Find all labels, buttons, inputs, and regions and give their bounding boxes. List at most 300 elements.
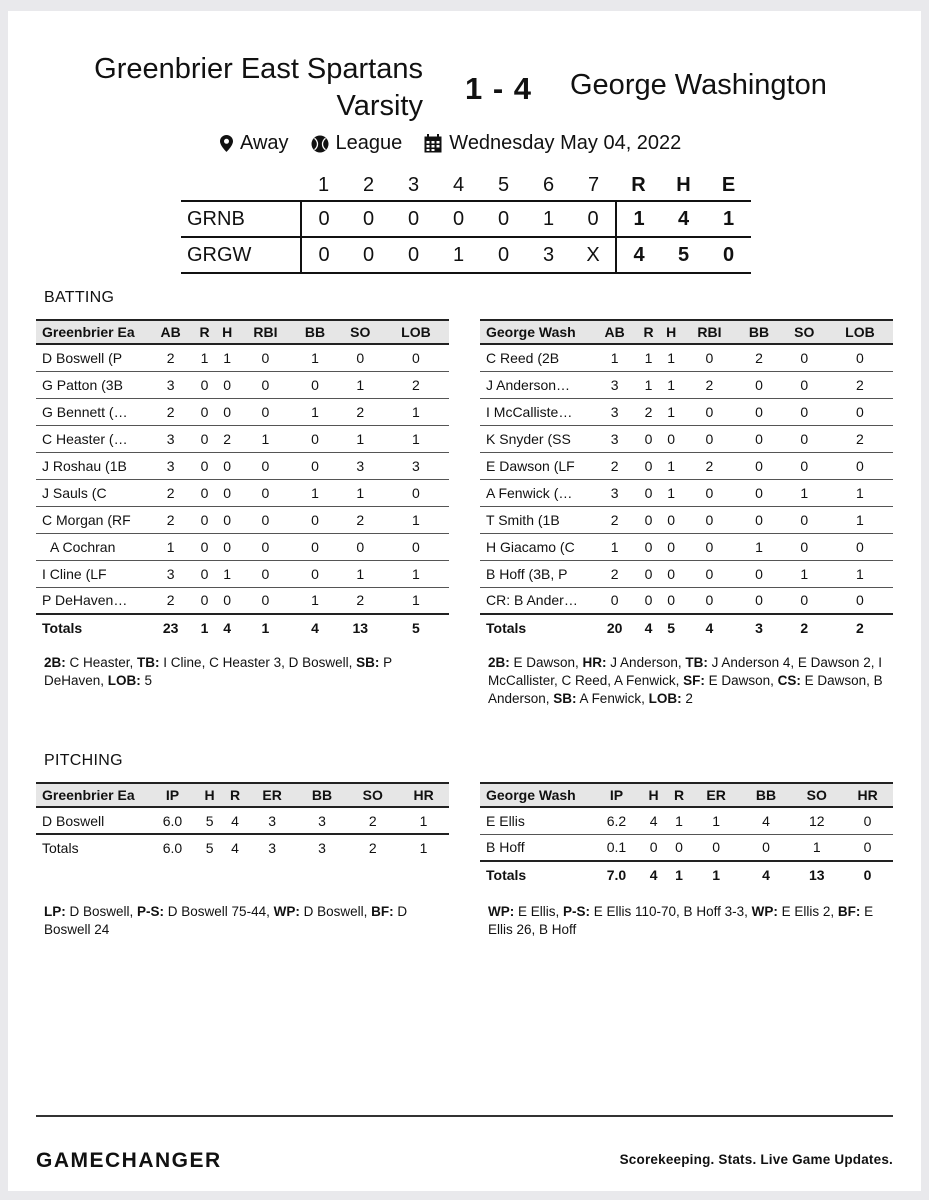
stat-cell: 0 [660,560,683,587]
stat-cell: 1 [660,479,683,506]
stat-cell: 2 [592,560,637,587]
table-row [36,425,449,452]
column-header: ER [692,783,741,807]
stat-cell: 3 [148,560,193,587]
inning-header: 3 [407,174,420,196]
stat-cell: 1 [736,533,781,560]
stat-cell: 4 [216,614,239,641]
note-value: E Ellis 26, B Hoff [488,904,874,937]
stat-cell: 2 [148,587,193,614]
stat-cell: 0.1 [592,834,641,861]
stat-cell: 23 [148,614,193,641]
table-row [36,452,449,479]
line-score-row [181,201,751,237]
player-name: C Reed (2B [480,344,592,371]
note-key: SF: [683,673,705,688]
table-row [480,344,893,371]
note-value: D Boswell, [299,904,372,919]
stat-cell: 2 [827,371,893,398]
stat-cell: 0 [238,398,292,425]
stat-cell: 1 [292,398,337,425]
note-value: J Anderson 4, E Dawson 2, I McCallister, C Reed, A Fenwick, [488,655,882,688]
totals-label: Totals [36,614,148,641]
player-name: G Bennett (… [36,398,148,425]
stat-cell: 1 [660,452,683,479]
column-header: RBI [682,320,736,344]
stat-cell: 2 [347,834,398,861]
stat-cell: 1 [660,398,683,425]
stat-cell: 20 [592,614,637,641]
stat-cell: 0 [682,425,736,452]
stat-cell: 6.0 [148,807,197,834]
stat-cell: 2 [148,479,193,506]
table-row [36,587,449,614]
stat-cell: 1 [292,479,337,506]
note-key: BF: [837,904,861,919]
errors-total: 1 [722,207,735,230]
stat-cell: 0 [292,560,337,587]
stat-cell: 1 [193,614,216,641]
stat-cell: 1 [660,371,683,398]
stat-cell: 1 [660,344,683,371]
stat-cell: 1 [782,479,827,506]
stat-cell: 1 [827,479,893,506]
stat-cell: 0 [736,506,781,533]
stat-cell: 2 [338,506,383,533]
stat-cell: 0 [193,371,216,398]
stat-cell: 0 [592,587,637,614]
home-team-line1: Greenbrier East Spartans [94,53,423,85]
stat-cell: 0 [736,398,781,425]
stat-cell: 2 [827,614,893,641]
column-header: BB [736,320,781,344]
home-pitching-table [36,782,449,861]
note-value: D Boswell 75-44, [164,904,274,919]
note-key: SB: [356,655,380,670]
column-header: H [641,783,666,807]
stat-cell: 3 [592,371,637,398]
stat-cell: 1 [193,344,216,371]
league-text: League [335,132,403,154]
table-header-row [36,783,449,807]
note-key: TB: [137,655,160,670]
stat-cell: 0 [782,452,827,479]
table-row [480,834,893,861]
line-score-table [181,171,751,274]
inning-header: 4 [452,174,465,196]
stat-cell: 12 [791,807,842,834]
note-key: CS: [777,673,801,688]
player-name: H Giacamo (C [480,533,592,560]
stat-cell: 1 [383,398,449,425]
player-name: G Patton (3B [36,371,148,398]
stat-cell: 2 [347,807,398,834]
stat-cell: 1 [383,587,449,614]
stat-cell: 0 [736,560,781,587]
stat-cell: 3 [592,398,637,425]
stat-cell: 2 [682,371,736,398]
stat-cell: 2 [736,344,781,371]
table-row [36,506,449,533]
baseball-icon [311,135,329,153]
stat-cell: 0 [641,834,666,861]
location-text: Away [240,132,289,154]
stat-cell: 0 [827,398,893,425]
stat-cell: 1 [827,560,893,587]
stat-cell: 1 [383,425,449,452]
stat-cell: 2 [637,398,660,425]
stat-cell: 4 [741,807,792,834]
stat-cell: 0 [383,479,449,506]
table-row [480,371,893,398]
player-name: I McCalliste… [480,398,592,425]
box-score-page [8,11,921,1191]
inning-header: 6 [542,174,555,196]
table-header-row [480,783,893,807]
note-value: D Boswell, [65,904,138,919]
stat-cell: 0 [193,479,216,506]
inning-score: 0 [301,201,346,237]
stat-cell: 0 [660,587,683,614]
stat-cell: 3 [736,614,781,641]
totals-row [480,861,893,888]
note-key: SB: [553,691,577,706]
note-key: 2B: [488,655,510,670]
column-header: SO [338,320,383,344]
hits-total: 5 [677,243,690,266]
note-key: BF: [371,904,394,919]
stat-cell: 0 [736,479,781,506]
away-batting-table [480,319,893,641]
stat-cell: 0 [827,344,893,371]
stat-cell: 4 [637,614,660,641]
stat-cell: 0 [660,425,683,452]
stat-cell: 2 [148,398,193,425]
stat-cell: 1 [292,344,337,371]
stat-cell: 4 [292,614,337,641]
column-header: BB [292,320,337,344]
stat-cell: 0 [682,398,736,425]
home-batting-table [36,319,449,641]
stat-cell: 1 [338,425,383,452]
stat-cell: 0 [238,506,292,533]
stat-cell: 0 [782,533,827,560]
totals-label: Totals [36,834,148,861]
stat-cell: 13 [338,614,383,641]
table-row [36,807,449,834]
inning-header: 7 [587,174,600,196]
column-header: H [216,320,239,344]
note-value: I Cline, C Heaster 3, D Boswell, [159,655,357,670]
stat-cell: 1 [338,479,383,506]
column-header: BB [297,783,348,807]
table-header-row [36,320,449,344]
column-header: R [637,320,660,344]
stat-cell: 4 [222,834,247,861]
stat-cell: 0 [193,425,216,452]
stat-cell: 0 [238,371,292,398]
inning-score: 1 [452,243,465,266]
note-key: TB: [685,655,708,670]
stat-cell: 2 [216,425,239,452]
stat-cell: 2 [682,452,736,479]
stat-cell: 1 [383,560,449,587]
table-header-row [480,320,893,344]
player-name: J Anderson… [480,371,592,398]
hits-header: H [676,174,691,196]
column-header: AB [148,320,193,344]
stat-cell: 0 [216,398,239,425]
column-header: LOB [383,320,449,344]
note-key: LOB: [648,691,682,706]
table-row [480,560,893,587]
line-score-header [181,171,751,201]
stat-cell: 1 [637,344,660,371]
player-name: A Fenwick (… [480,479,592,506]
player-name: B Hoff (3B, P [480,560,592,587]
table-row [480,452,893,479]
column-header: IP [592,783,641,807]
inning-score: 3 [542,243,555,266]
note-value: A Fenwick, [576,691,649,706]
stat-cell: 0 [238,452,292,479]
table-row [36,560,449,587]
inning-score: 0 [407,243,420,266]
stat-cell: 1 [238,425,292,452]
stat-cell: 0 [338,533,383,560]
stat-cell: 0 [682,479,736,506]
note-value: J Anderson, [606,655,686,670]
stat-cell: 0 [782,587,827,614]
stat-cell: 0 [292,371,337,398]
away-pitching-notes [488,903,888,939]
column-header: SO [791,783,842,807]
away-team-name: George Washington [570,69,827,101]
stat-cell: 4 [641,861,666,888]
column-header: R [666,783,691,807]
stat-cell: 0 [637,452,660,479]
stat-cell: 1 [238,614,292,641]
stat-cell: 3 [592,479,637,506]
stat-cell: 2 [592,452,637,479]
stat-cell: 3 [148,425,193,452]
stat-cell: 0 [238,344,292,371]
team-header: George Wash [480,783,592,807]
stat-cell: 5 [383,614,449,641]
home-batting-notes [44,654,444,690]
stat-cell: 1 [666,807,691,834]
stat-cell: 0 [741,834,792,861]
stat-cell: 0 [292,425,337,452]
stat-cell: 7.0 [592,861,641,888]
stat-cell: 0 [216,587,239,614]
home-pitching-notes [44,903,444,939]
note-key: 2B: [44,655,66,670]
away-pitching-table [480,782,893,888]
player-name: K Snyder (SS [480,425,592,452]
stat-cell: 0 [842,834,893,861]
team-abbr: GRNB [187,207,245,230]
team-header: Greenbrier Ea [36,320,148,344]
table-row [480,807,893,834]
inning-score: 1 [542,207,555,230]
final-score: 1 - 4 [465,71,533,106]
player-name: E Ellis [480,807,592,834]
stat-cell: 0 [292,533,337,560]
team-abbr: GRGW [187,243,252,266]
stat-cell: 1 [383,506,449,533]
stat-cell: 0 [782,506,827,533]
stat-cell: 2 [592,506,637,533]
runs-header: R [631,174,646,196]
column-header: HR [398,783,449,807]
player-name: CR: B Ander… [480,587,592,614]
stat-cell: 0 [292,452,337,479]
inning-score: 0 [362,207,375,230]
stat-cell: 4 [741,861,792,888]
inning-score: X [586,243,600,266]
note-value: E Dawson, [509,655,583,670]
stat-cell: 2 [782,614,827,641]
stat-cell: 0 [682,344,736,371]
column-header: LOB [827,320,893,344]
inning-score: 0 [407,207,420,230]
table-row [480,425,893,452]
date-meta [424,132,681,155]
stat-cell: 1 [692,861,741,888]
player-name: I Cline (LF [36,560,148,587]
note-key: WP: [273,904,300,919]
stat-cell: 0 [682,587,736,614]
player-name: J Sauls (C [36,479,148,506]
stat-cell: 0 [842,807,893,834]
column-header: BB [741,783,792,807]
note-value: E Dawson, [704,673,778,688]
gamechanger-logo: GAMECHANGER [36,1149,222,1172]
stat-cell: 0 [682,560,736,587]
stat-cell: 0 [637,560,660,587]
inning-score: 0 [497,243,510,266]
note-key: LP: [44,904,66,919]
stat-cell: 0 [637,587,660,614]
stat-cell: 2 [338,398,383,425]
pitching-section-label: PITCHING [44,752,123,769]
team-header: Greenbrier Ea [36,783,148,807]
stat-cell: 0 [682,506,736,533]
stat-cell: 0 [637,425,660,452]
totals-row [36,834,449,861]
inning-score: 0 [362,243,375,266]
home-team-name [3,51,423,125]
stat-cell: 1 [216,344,239,371]
stat-cell: 3 [148,452,193,479]
stat-cell: 0 [238,479,292,506]
stat-cell: 0 [216,506,239,533]
stat-cell: 3 [248,834,297,861]
stat-cell: 1 [338,371,383,398]
stat-cell: 0 [383,344,449,371]
stat-cell: 0 [193,560,216,587]
stat-cell: 0 [193,587,216,614]
stat-cell: 1 [338,560,383,587]
stat-cell: 4 [682,614,736,641]
stat-cell: 1 [692,807,741,834]
away-batting-notes [488,654,888,708]
column-header: SO [347,783,398,807]
stat-cell: 1 [216,560,239,587]
player-name: A Cochran [36,533,148,560]
inning-score: 0 [497,207,510,230]
stat-cell: 2 [827,425,893,452]
stat-cell: 5 [197,834,222,861]
column-header: AB [592,320,637,344]
stat-cell: 0 [637,533,660,560]
column-header: R [193,320,216,344]
stat-cell: 6.2 [592,807,641,834]
stat-cell: 0 [216,533,239,560]
table-row [36,371,449,398]
stat-cell: 0 [660,533,683,560]
stat-cell: 0 [338,344,383,371]
stat-cell: 0 [193,398,216,425]
runs-total: 4 [616,237,661,273]
stat-cell: 1 [592,344,637,371]
stat-cell: 0 [736,371,781,398]
note-key: P-S: [137,904,165,919]
note-value: E Dawson, B Anderson, [488,673,883,706]
stat-cell: 0 [682,533,736,560]
stat-cell: 1 [637,371,660,398]
column-header: HR [842,783,893,807]
stat-cell: 3 [338,452,383,479]
stat-cell: 3 [297,807,348,834]
note-key: WP: [751,904,778,919]
stat-cell: 0 [736,587,781,614]
column-header: SO [782,320,827,344]
totals-label: Totals [480,861,592,888]
table-row [480,479,893,506]
note-key: LOB: [107,673,141,688]
stat-cell: 0 [637,506,660,533]
table-row [480,587,893,614]
team-header: George Wash [480,320,592,344]
stat-cell: 5 [660,614,683,641]
player-name: B Hoff [480,834,592,861]
stat-cell: 2 [383,371,449,398]
column-header: R [222,783,247,807]
runs-total: 1 [616,201,661,237]
table-row [480,506,893,533]
inning-header: 2 [362,174,375,196]
stat-cell: 3 [297,834,348,861]
stat-cell: 0 [193,533,216,560]
totals-row [480,614,893,641]
stat-cell: 0 [736,425,781,452]
stat-cell: 1 [791,834,842,861]
errors-header: E [721,174,736,196]
stat-cell: 1 [666,861,691,888]
batting-section-label: BATTING [44,289,115,306]
stat-cell: 3 [248,807,297,834]
stat-cell: 0 [692,834,741,861]
stat-cell: 5 [197,807,222,834]
stat-cell: 1 [292,587,337,614]
note-value: 5 [140,673,153,688]
location-meta [220,132,289,155]
note-value: 2 [681,691,693,706]
note-value: E Ellis 110-70, B Hoff 3-3, [590,904,752,919]
stat-cell: 0 [238,533,292,560]
